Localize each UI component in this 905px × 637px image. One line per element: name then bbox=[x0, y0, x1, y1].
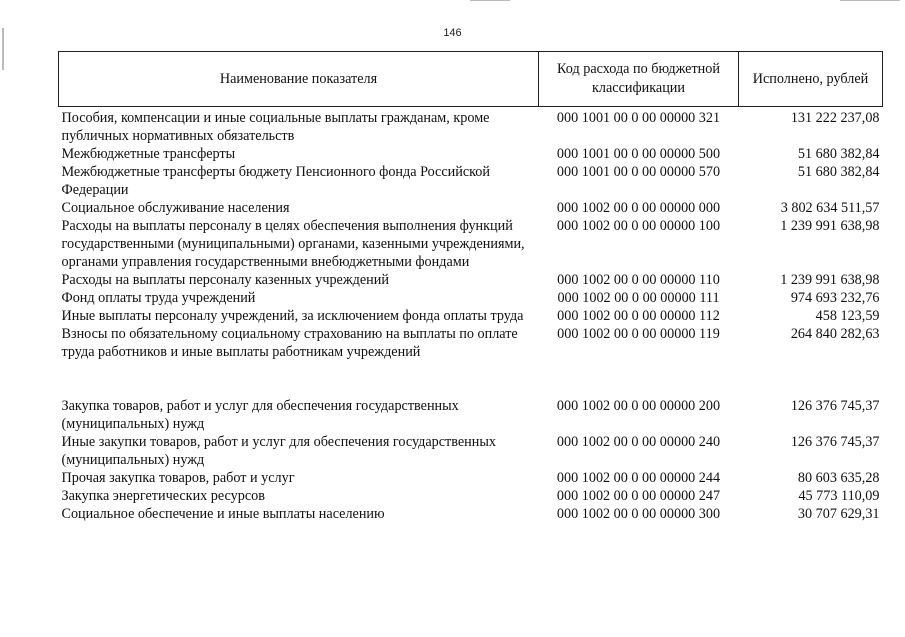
row-code: 000 1002 00 0 00 00000 244 bbox=[556, 470, 721, 486]
row-amount: 51 680 382,84 bbox=[797, 146, 880, 162]
row-name: Иные выплаты персоналу учреждений, за исключением фонда оплаты труда bbox=[61, 308, 524, 324]
table-row bbox=[59, 271, 883, 289]
table-row bbox=[59, 163, 883, 199]
row-amount: 974 693 232,76 bbox=[790, 290, 880, 306]
table-spacer-row bbox=[59, 361, 883, 397]
table-row bbox=[59, 487, 883, 505]
table-row bbox=[59, 307, 883, 325]
table-row bbox=[59, 107, 883, 146]
row-name: Межбюджетные трансферты bbox=[61, 146, 236, 162]
row-amount: 458 123,59 bbox=[815, 308, 880, 324]
row-code: 000 1001 00 0 00 00000 500 bbox=[556, 146, 721, 162]
row-code: 000 1002 00 0 00 00000 110 bbox=[557, 272, 720, 288]
row-amount: 80 603 635,28 bbox=[797, 470, 880, 486]
table-row bbox=[59, 217, 883, 271]
row-name: Взносы по обязательному социальному страхованию на выплаты по оплате труда работников и иные выплаты работникам учреждений bbox=[61, 326, 518, 360]
header-indicator-name: Наименование показателя bbox=[59, 52, 539, 107]
spacer-cell bbox=[539, 361, 739, 397]
row-amount: 30 707 629,31 bbox=[797, 506, 880, 522]
row-amount: 1 239 991 638,98 bbox=[780, 218, 880, 234]
row-name: Фонд оплаты труда учреждений bbox=[61, 290, 256, 306]
row-name: Социальное обслуживание населения bbox=[61, 200, 290, 216]
row-name: Закупка товаров, работ и услуг для обеспечения государственных (муниципальных) нужд bbox=[61, 398, 459, 432]
row-code: 000 1002 00 0 00 00000 200 bbox=[556, 398, 721, 414]
header-executed-amount: Исполнено, рублей bbox=[739, 52, 883, 107]
row-name: Межбюджетные трансферты бюджету Пенсионного фонда Российской Федерации bbox=[61, 164, 490, 198]
row-code: 000 1001 00 0 00 00000 321 bbox=[556, 110, 721, 126]
row-amount: 1 239 991 638,98 bbox=[780, 272, 880, 288]
table-header-row bbox=[59, 52, 883, 107]
row-name: Расходы на выплаты персоналу в целях обеспечения выполнения функций государственными (муниципальными) органами, казенными учреждениями, органами управления государственными внебюджетными фондами bbox=[61, 218, 525, 270]
row-code: 000 1002 00 0 00 00000 111 bbox=[557, 290, 720, 306]
row-code: 000 1002 00 0 00 00000 247 bbox=[556, 488, 721, 504]
row-code: 000 1002 00 0 00 00000 240 bbox=[556, 434, 721, 450]
row-code: 000 1002 00 0 00 00000 119 bbox=[557, 326, 720, 342]
table-row bbox=[59, 289, 883, 307]
spacer-cell bbox=[739, 361, 883, 397]
table-row bbox=[59, 397, 883, 433]
spacer-cell bbox=[59, 361, 539, 397]
scan-artifact-mark bbox=[2, 28, 4, 70]
row-amount: 131 222 237,08 bbox=[790, 110, 880, 126]
table-row bbox=[59, 469, 883, 487]
row-name: Иные закупки товаров, работ и услуг для обеспечения государственных (муниципальных) нужд bbox=[61, 434, 496, 468]
scan-artifact-mark bbox=[840, 0, 900, 1]
row-code: 000 1002 00 0 00 00000 000 bbox=[556, 200, 721, 216]
table-row bbox=[59, 433, 883, 469]
row-name: Расходы на выплаты персоналу казенных учреждений bbox=[61, 272, 389, 288]
row-code: 000 1001 00 0 00 00000 570 bbox=[556, 164, 721, 180]
row-amount: 45 773 110,09 bbox=[798, 488, 880, 504]
table-row bbox=[59, 505, 883, 523]
row-name: Пособия, компенсации и иные социальные выплаты гражданам, кроме публичных нормативных обязательств bbox=[61, 110, 490, 144]
table-row bbox=[59, 199, 883, 217]
row-amount: 3 802 634 511,57 bbox=[780, 200, 880, 216]
table-row bbox=[59, 145, 883, 163]
row-code: 000 1002 00 0 00 00000 112 bbox=[557, 308, 720, 324]
row-name: Прочая закупка товаров, работ и услуг bbox=[61, 470, 295, 486]
row-amount: 126 376 745,37 bbox=[790, 434, 880, 450]
scan-artifact-mark bbox=[470, 0, 510, 1]
page-number: 146 bbox=[443, 27, 462, 39]
budget-execution-table bbox=[58, 51, 883, 523]
row-amount: 264 840 282,63 bbox=[790, 326, 880, 342]
row-name: Социальное обеспечение и иные выплаты населению bbox=[61, 506, 385, 522]
row-code: 000 1002 00 0 00 00000 300 bbox=[556, 506, 721, 522]
header-budget-code: Код расхода по бюджетной классификации bbox=[539, 52, 739, 107]
table-row bbox=[59, 325, 883, 361]
row-amount: 51 680 382,84 bbox=[797, 164, 880, 180]
row-code: 000 1002 00 0 00 00000 100 bbox=[556, 218, 721, 234]
table-body bbox=[59, 107, 883, 524]
row-amount: 126 376 745,37 bbox=[790, 398, 880, 414]
row-name: Закупка энергетических ресурсов bbox=[61, 488, 265, 504]
